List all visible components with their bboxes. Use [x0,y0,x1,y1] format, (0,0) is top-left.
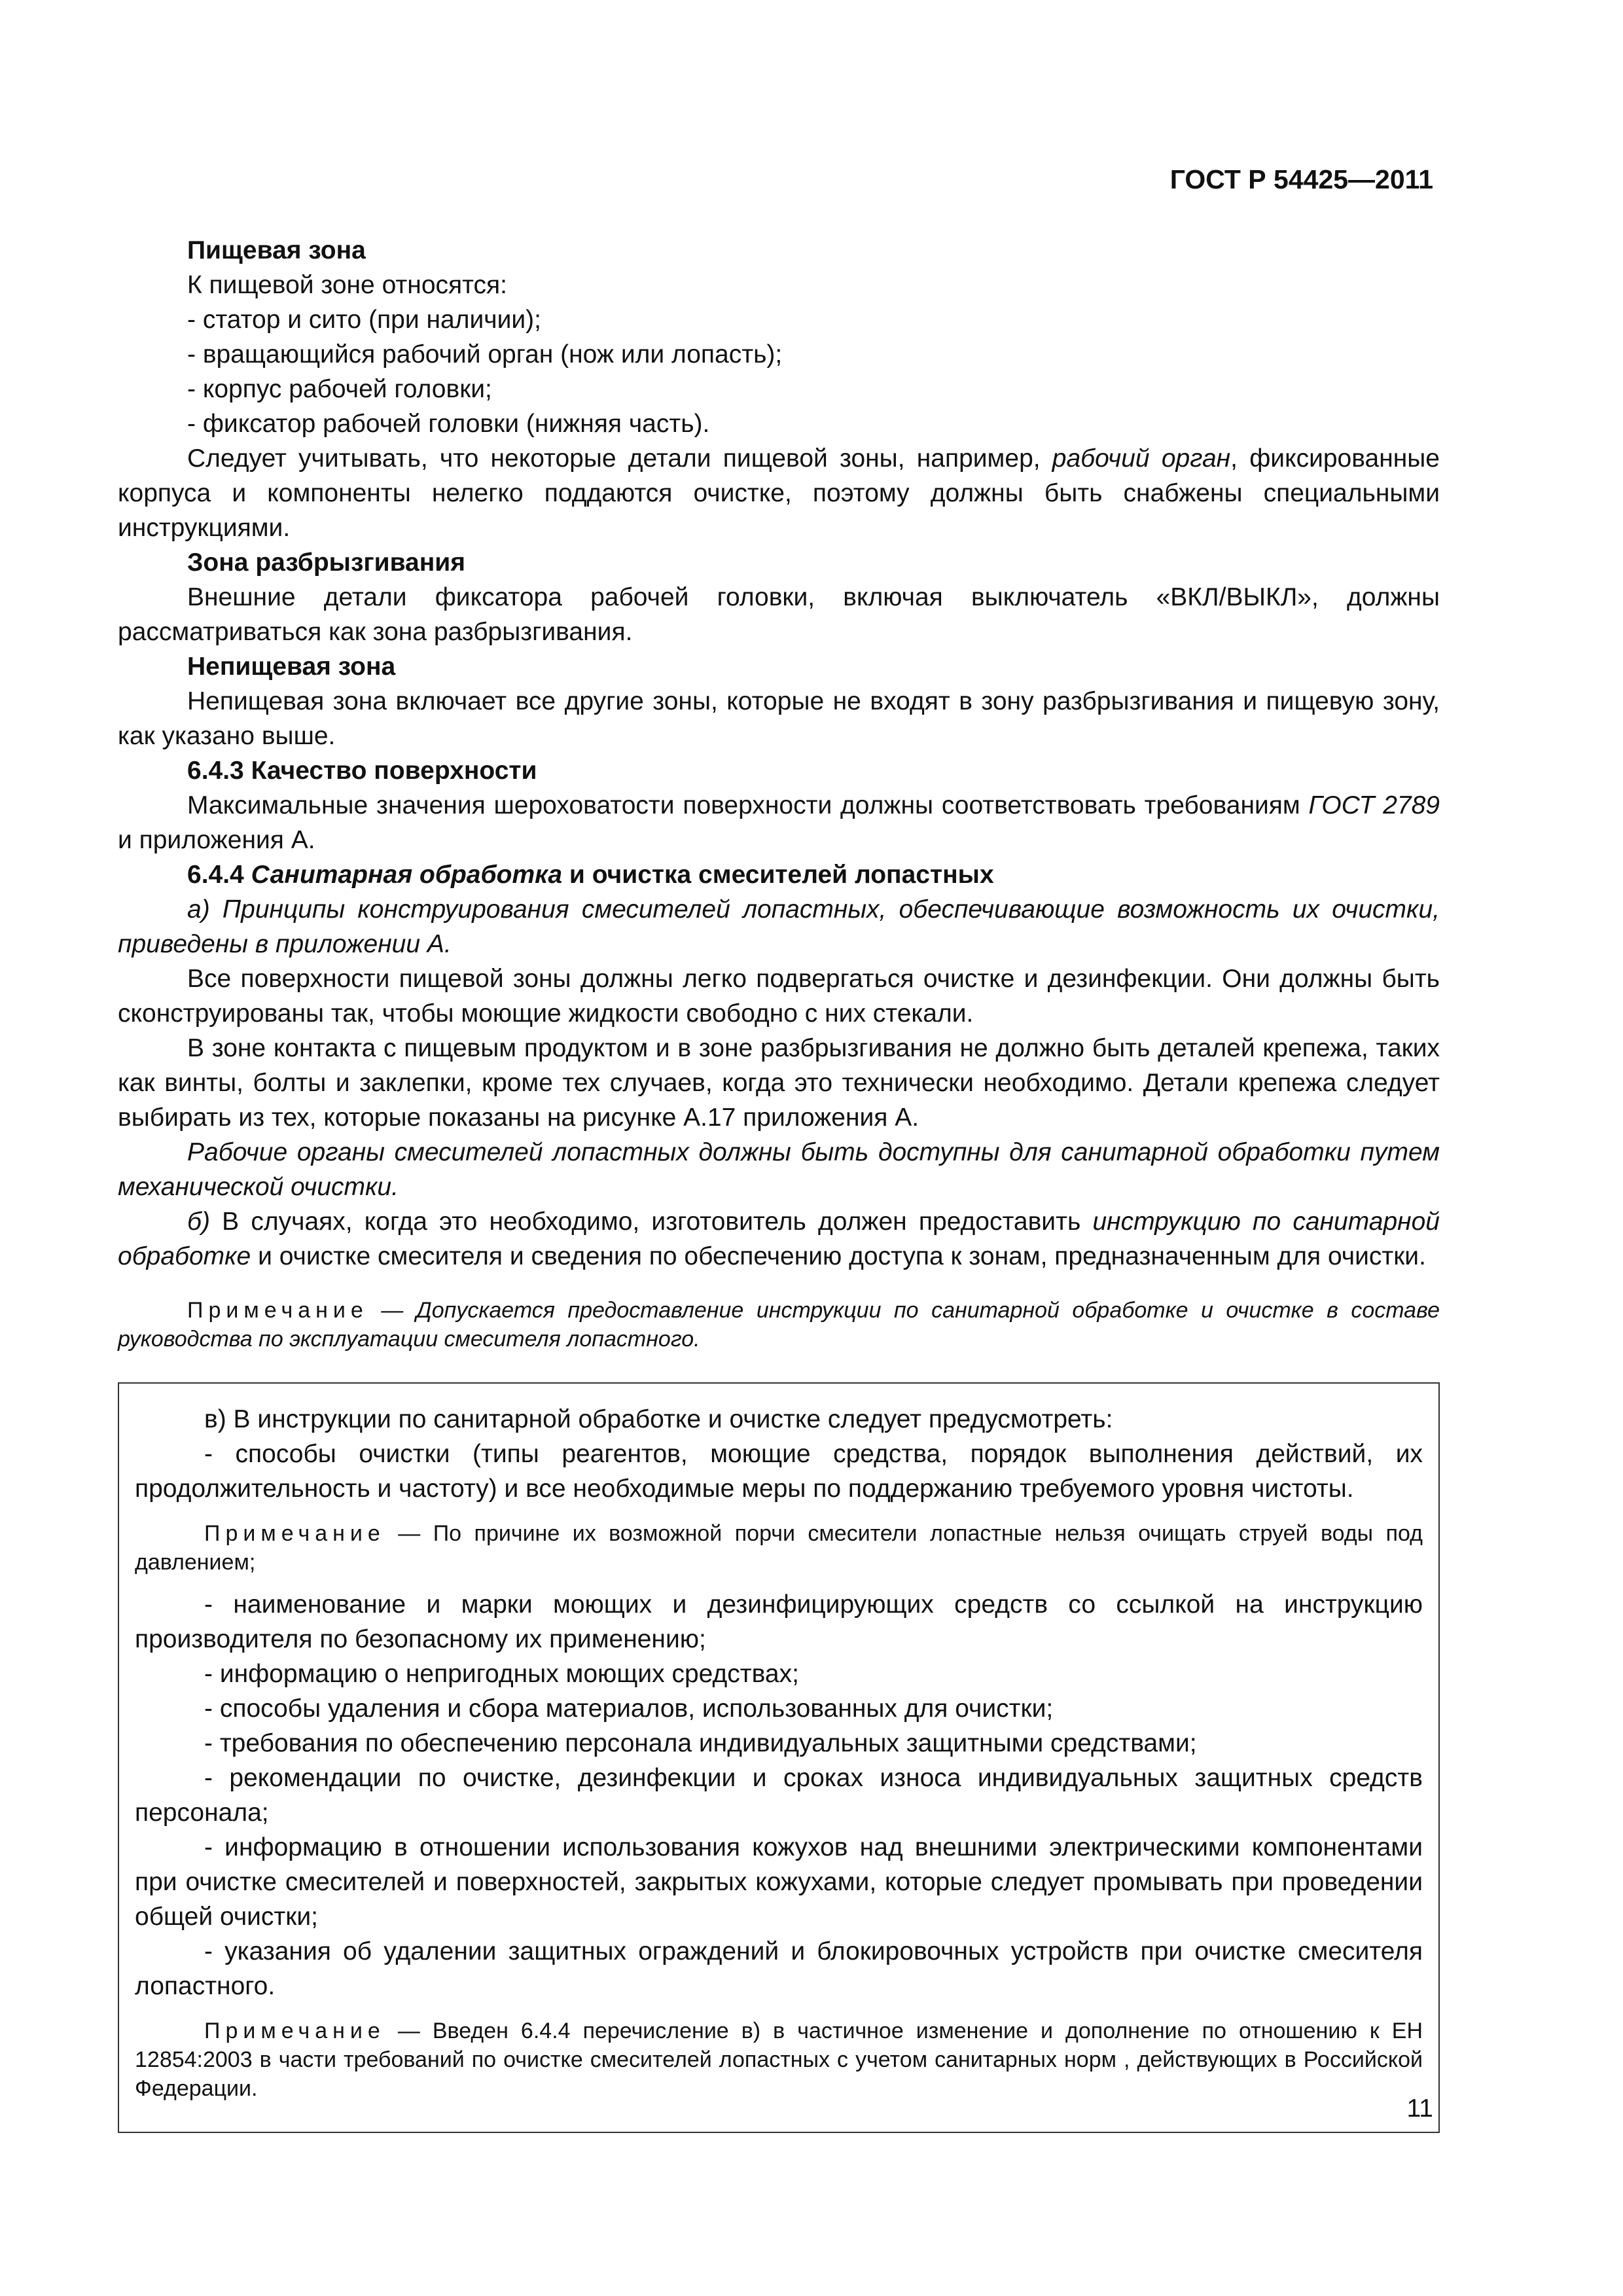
note-text: — Введен 6.4.4 перечисление в) в частичное изменение и дополнение по отношению к ЕН 12854:2003 в части требований по очистке смесителей лопастных с учетом санитарных норм , действующих в Российской Федерации. [135,2018,1423,2101]
note-label: Примечание [204,1521,385,1546]
food-zone-intro: К пищевой зоне относятся: [187,271,508,299]
note-1 [118,1296,1440,1354]
text-run: и очистка смесителей лопастных [562,861,994,889]
list-item: - информацию о непригодных моющих средствах; [204,1660,799,1688]
note-text: — По причине их возможной порчи смесители лопастные нельзя очищать струей воды под давлением; [135,1521,1423,1575]
page-content [118,233,1440,2133]
text-run: и приложения А. [118,826,315,854]
list-item: - наименование и марки моющих и дезинфицирующих средств со ссылкой на инструкцию производителя по безопасному их применению; [135,1590,1423,1653]
paragraph: Рабочие органы смесителей лопастных должны быть доступны для санитарной обработки путем механической очистки. [118,1138,1440,1201]
amendment-box [118,1382,1440,2133]
list-item: - указания об удалении защитных ограждений и блокировочных устройств при очистке смесителя лопастного. [135,1937,1423,2000]
italic-run: инструкцию по санитарной обработке [118,1208,1440,1270]
list-item: - статор и сито (при наличии); [187,306,541,334]
list-item: - рекомендации по очистке, дезинфекции и сроках износа индивидуальных защитных средств персонала; [135,1764,1423,1827]
item-b [118,1204,1440,1274]
list-item: - способы удаления и сбора материалов, использованных для очистки; [204,1695,1054,1723]
page-number: 11 [1406,2094,1433,2123]
non-food-zone-heading: Непищевая зона [187,653,396,681]
text-run: и очистке смесителя и сведения по обеспечению доступа к зонам, предназначенным для очистки. [251,1242,1426,1270]
standard-reference: ГОСТ 2789 [1308,791,1440,819]
section-644-heading [118,857,1440,892]
text-run: , фиксированные корпуса и компоненты нелегко поддаются очистке, поэтому должны быть снабжены специальными инструкциями. [118,444,1440,542]
paragraph: В зоне контакта с пищевым продуктом и в зоне разбрызгивания не должно быть деталей крепежа, таких как винты, болты и заклепки, кроме тех случаев, когда это технически необходимо. Детали крепежа следует выбирать из тех, которые показаны на рисунке А.17 приложения А. [118,1034,1440,1132]
list-item: - вращающийся рабочий орган (нож или лопасть); [187,340,783,368]
note-2 [135,1519,1423,1577]
splash-zone-text: Внешние детали фиксатора рабочей головки, включая выключатель «ВКЛ/ВЫКЛ», должны рассматриваться как зона разбрызгивания. [118,583,1440,646]
list-item: - корпус рабочей головки; [187,375,492,403]
note-3 [135,2017,1423,2103]
item-a: а) Принципы конструирования смесителей лопастных, обеспечивающие возможность их очистки, приведены в приложении А. [118,895,1440,958]
text-run: Максимальные значения шероховатости поверхности должны соответствовать требованиям [187,791,1309,819]
non-food-zone-text: Непищевая зона включает все другие зоны, которые не входят в зону разбрызгивания и пищевую зону, как указано выше. [118,687,1440,750]
note-label: Примечание [187,1298,368,1323]
list-item: - требования по обеспечению персонала индивидуальных защитными средствами; [204,1729,1197,1757]
document-header: ГОСТ Р 54425—2011 [1169,164,1433,194]
food-zone-heading: Пищевая зона [187,236,366,264]
note-label: Примечание [204,2018,385,2043]
list-item: - фиксатор рабочей головки (нижняя часть). [187,410,710,438]
splash-zone-heading: Зона разбрызгивания [187,548,466,577]
italic-run: рабочий орган [1052,444,1231,473]
section-643-heading: 6.4.3 Качество поверхности [187,757,537,785]
paragraph: Все поверхности пищевой зоны должны легко подвергаться очистке и дезинфекции. Они должны быть сконструированы так, чтобы моющие жидкости свободно с них стекали. [118,965,1440,1028]
text-run: В случаях, когда это необходимо, изготовитель должен предоставить [209,1208,1093,1236]
section-643-text [118,788,1440,857]
list-item: - способы очистки (типы реагентов, моющие средства, порядок выполнения действий, их продолжительность и частоту) и все необходимые меры по поддержанию требуемого уровня чистоты. [135,1440,1423,1503]
food-zone-note [118,441,1440,545]
italic-run: Санитарная обработка [251,861,563,889]
note-text: — Допускается предоставление инструкции по санитарной обработке и очистке в составе руководства по эксплуатации смесителя лопастного. [118,1298,1440,1352]
section-number: 6.4.4 [187,861,251,889]
item-c: в) В инструкции по санитарной обработке и очистке следует предусмотреть: [204,1405,1113,1433]
list-item: - информацию в отношении использования кожухов над внешними электрическими компонентами при очистке смесителей и поверхностей, закрытых кожухами, которые следует промывать при проведении общей очистки; [135,1833,1423,1931]
italic-run: б) [187,1208,210,1236]
text-run: Следует учитывать, что некоторые детали пищевой зоны, например, [187,444,1052,473]
